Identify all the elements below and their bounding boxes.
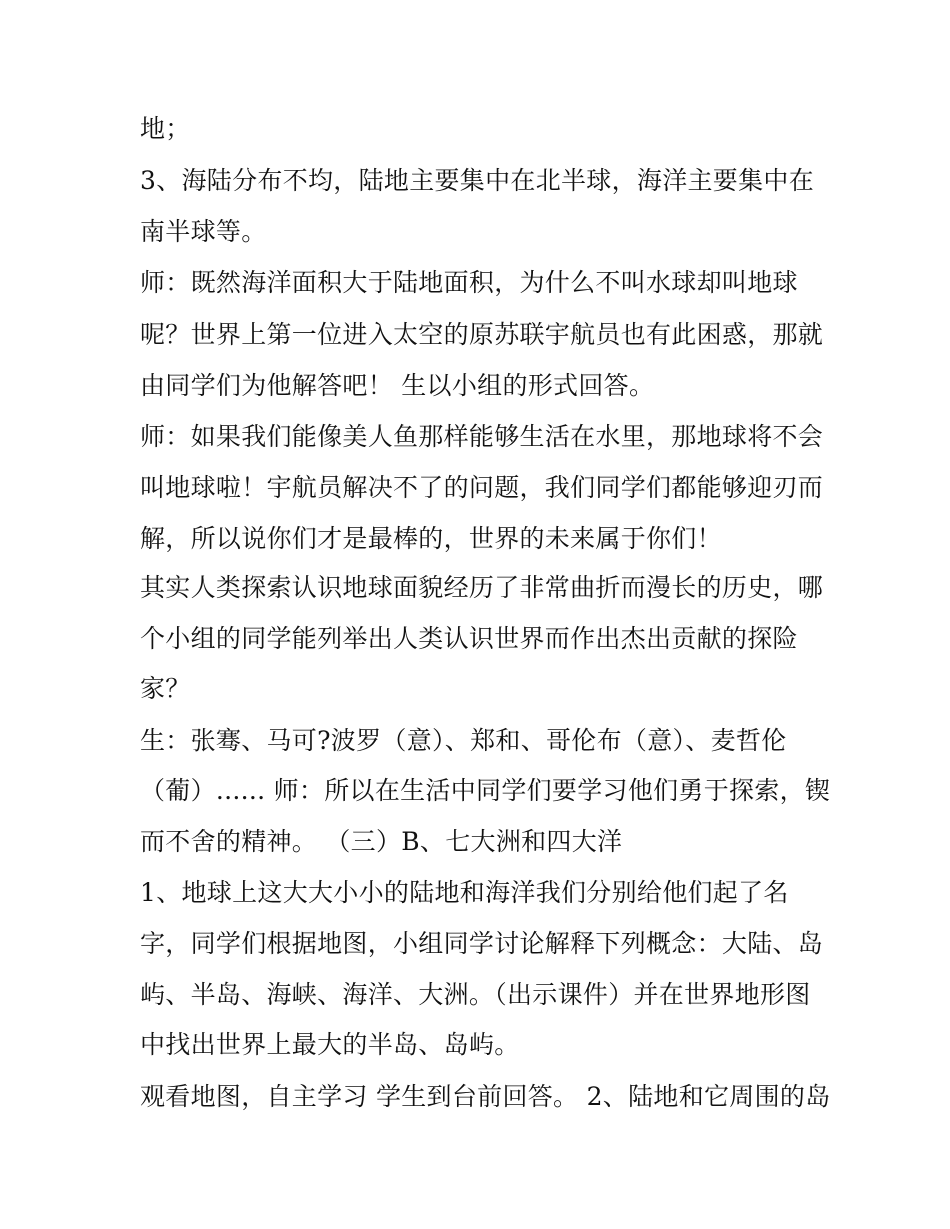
text-line-9: 解，所以说你们才是最棒的，世界的未来属于你们！	[140, 524, 722, 553]
text-line-11: 个小组的同学能列举出人类认识世界而作出杰出贡献的探险	[140, 624, 798, 653]
text-line-6: 由同学们为他解答吧！ 生以小组的形式回答。	[140, 371, 655, 400]
text-line-13: 生：张骞、马可?波罗（意）、郑和、哥伦布（意）、麦哲伦	[140, 726, 787, 755]
text-line-18: 屿、半岛、海峡、海洋、大洲。（出示课件）并在世界地形图	[140, 980, 811, 1009]
text-line-14: （葡）...... 师：所以在生活中同学们要学习他们勇于探索，锲	[140, 776, 831, 805]
text-line-2: 3、海陆分布不均，陆地主要集中在北半球，海洋主要集中在	[140, 166, 815, 195]
text-line-12: 家？	[140, 674, 191, 703]
text-line-20: 观看地图，自主学习 学生到台前回答。 2、陆地和它周围的岛	[140, 1082, 831, 1111]
text-line-17: 字，同学们根据地图，小组同学讨论解释下列概念：大陆、岛	[140, 929, 824, 958]
text-line-10: 其实人类探索认识地球面貌经历了非常曲折而漫长的历史，哪	[140, 573, 824, 602]
text-line-5: 呢？世界上第一位进入太空的原苏联宇航员也有此困惑，那就	[140, 320, 824, 349]
text-line-4: 师：既然海洋面积大于陆地面积，为什么不叫水球却叫地球	[140, 268, 798, 297]
text-line-19: 中找出世界上最大的半岛、岛屿。	[140, 1030, 520, 1059]
text-line-8: 叫地球啦！宇航员解决不了的问题，我们同学们都能够迎刃而	[140, 473, 824, 502]
text-line-16: 1、地球上这大大小小的陆地和海洋我们分别给他们起了名	[140, 878, 789, 907]
text-line-15: 而不舍的精神。 （三）B、七大洲和四大洋	[140, 827, 623, 856]
text-line-3: 南半球等。	[140, 217, 267, 246]
text-line-1: 地；	[140, 114, 191, 143]
text-line-7: 师：如果我们能像美人鱼那样能够生活在水里，那地球将不会	[140, 422, 824, 451]
